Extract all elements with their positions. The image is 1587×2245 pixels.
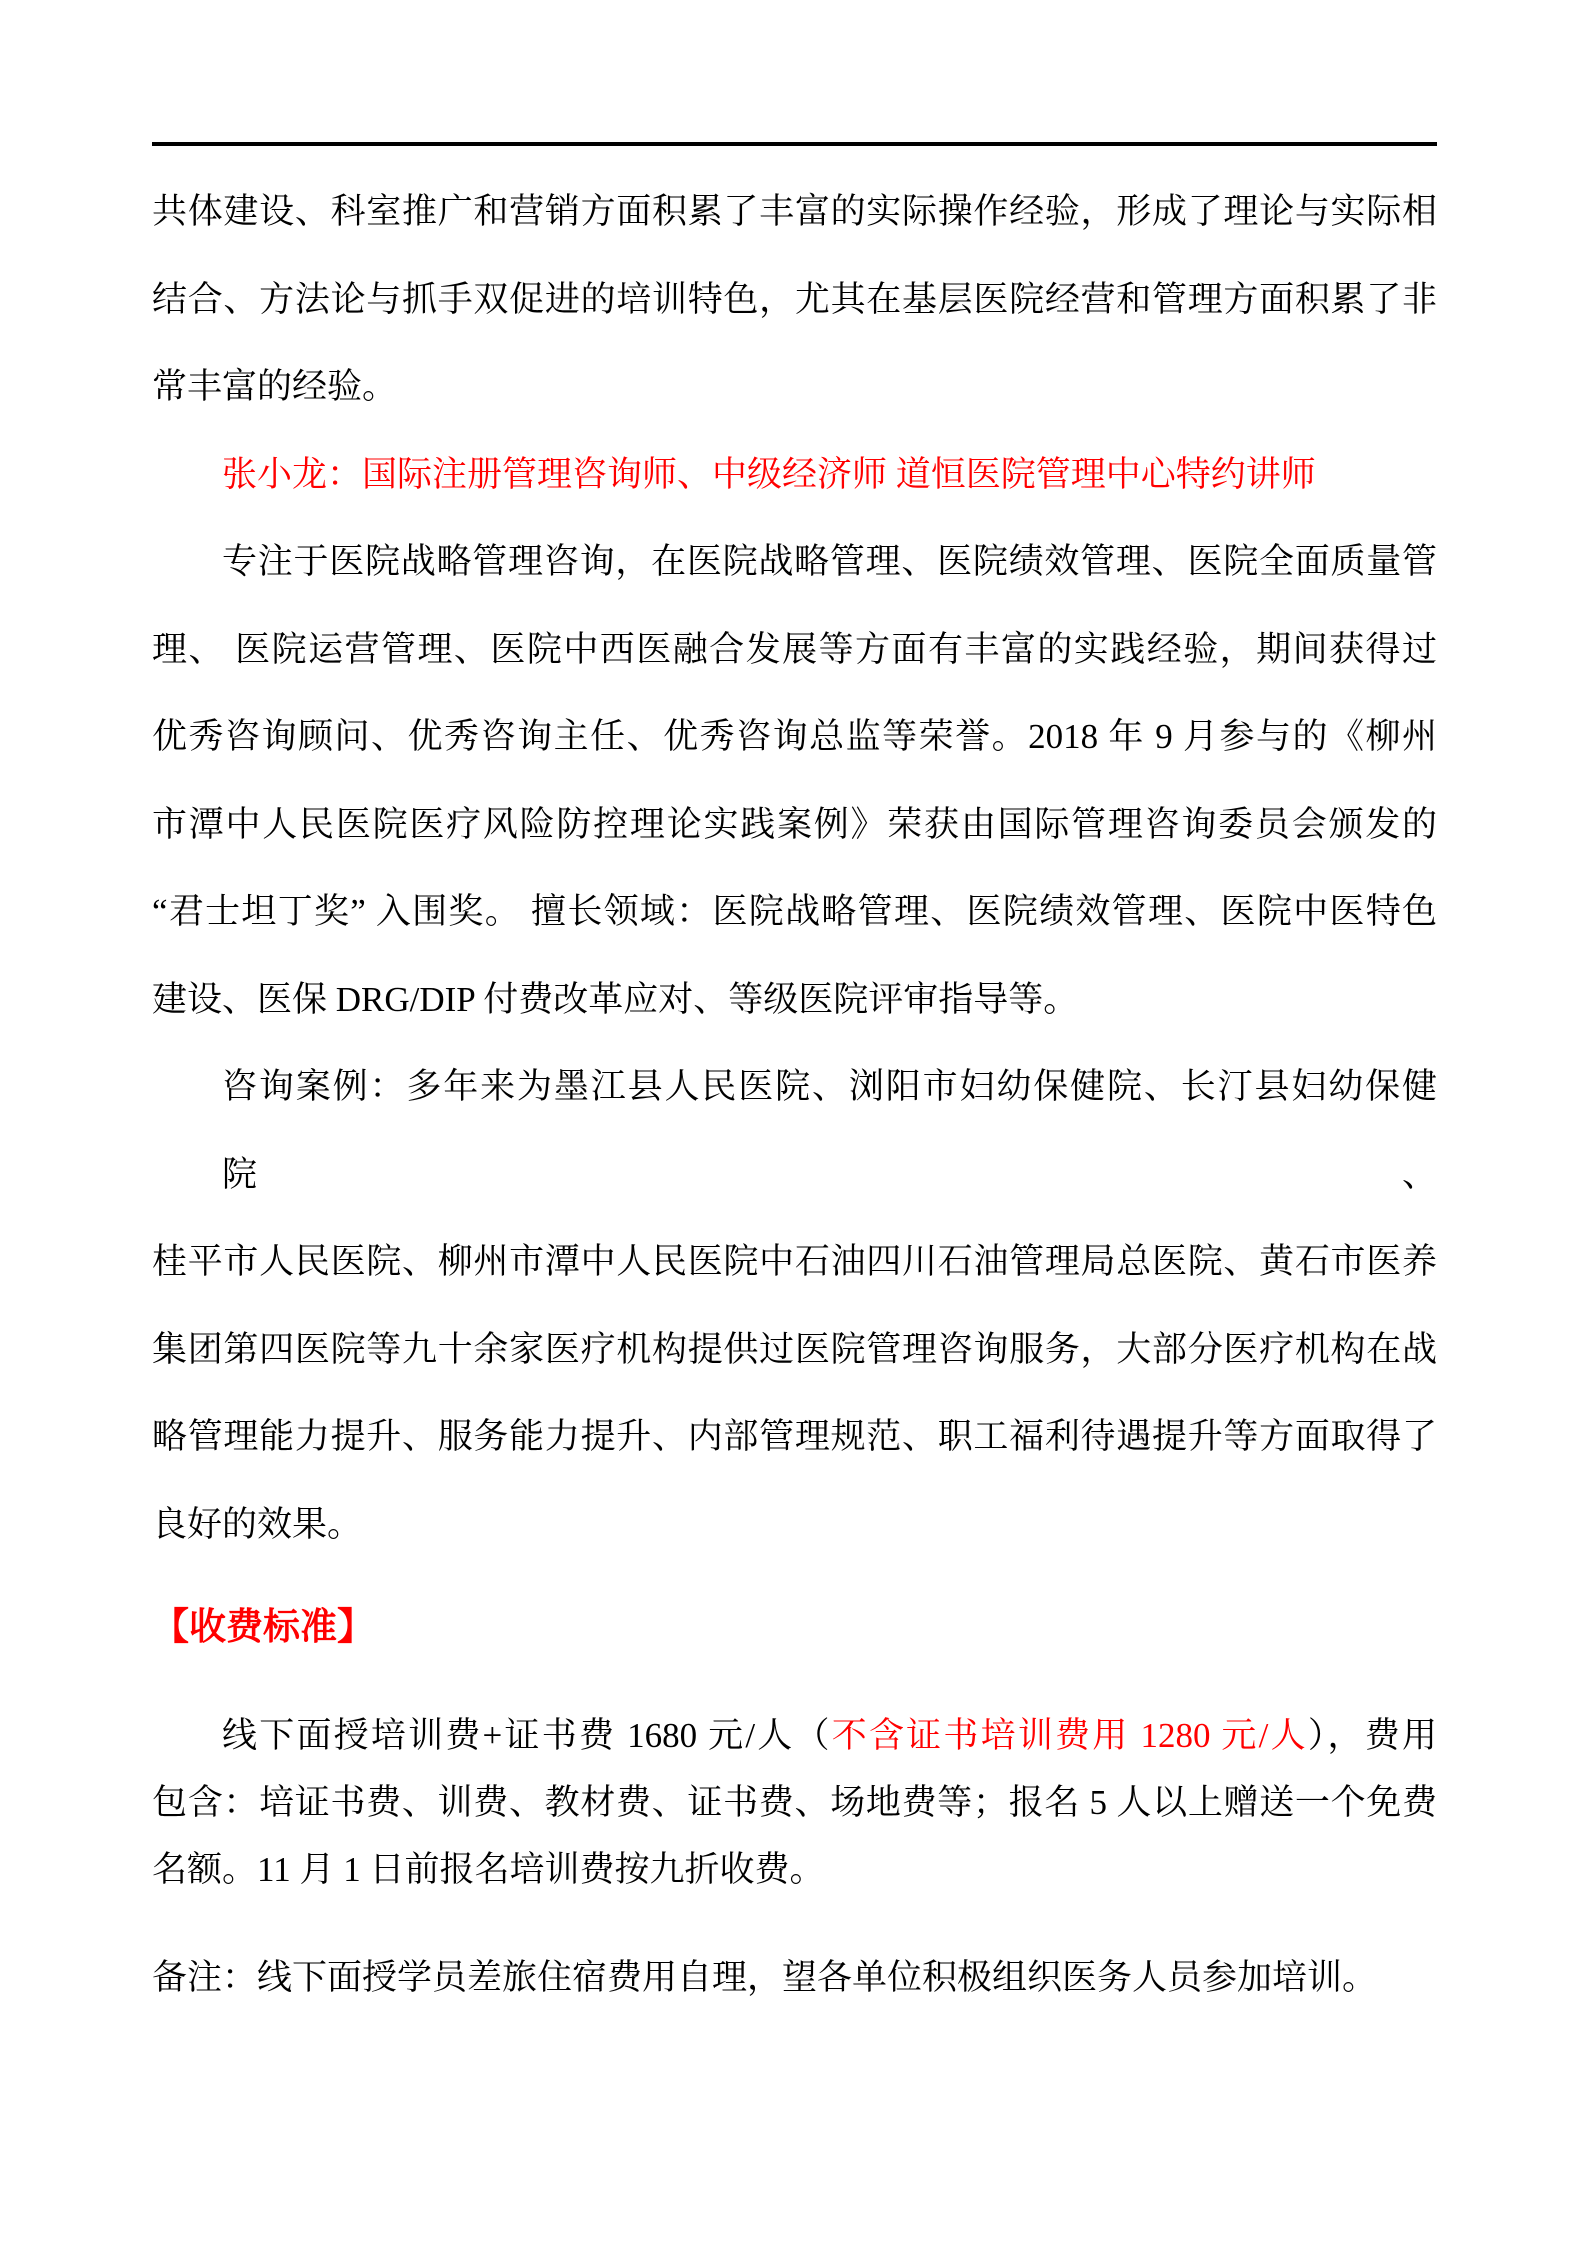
bio-line-3: 优秀咨询顾问、优秀咨询主任、优秀咨询总监等荣誉。2018 年 9 月参与的《柳州	[152, 717, 1437, 756]
fee-standard-heading: 【收费标准】	[152, 1606, 374, 1647]
fee-line-1-black-start: 线下面授培训费+证书费 1680 元/人（	[222, 1715, 832, 1755]
bio-line-5: “君士坦丁奖” 入围奖。 擅长领域：医院战略管理、医院绩效管理、医院中医特色	[152, 892, 1437, 931]
case-line-1: 咨询案例：多年来为墨江县人民医院、浏阳市妇幼保健院、长汀县妇幼保健院、	[222, 1067, 1437, 1194]
fee-line-1-red-note: 不含证书培训费用 1280 元/人	[831, 1715, 1308, 1755]
fee-paragraph	[152, 1702, 1437, 1903]
note-paragraph	[152, 1944, 1437, 2011]
intro-line-1: 共体建设、科室推广和营销方面积累了丰富的实际操作经验，形成了理论与实际相	[152, 192, 1437, 231]
fee-line-3: 名额。11 月 1 日前报名培训费按九折收费。	[152, 1849, 825, 1889]
fee-line-2: 包含：培证书费、训费、教材费、证书费、场地费等；报名 5 人以上赠送一个免费	[152, 1782, 1437, 1822]
case-line-2: 桂平市人民医院、柳州市潭中人民医院中石油四川石油管理局总医院、黄石市医养	[152, 1242, 1437, 1281]
bio-line-6: 建设、医保 DRG/DIP 付费改革应对、等级医院评审指导等。	[152, 979, 1079, 1019]
fee-line-1	[152, 1702, 1437, 1769]
bio-line-4: 市潭中人民医院医疗风险防控理论实践案例》荣获由国际管理咨询委员会颁发的	[152, 804, 1437, 844]
intro-line-2: 结合、方法论与抓手双促进的培训特色，尤其在基层医院经营和管理方面积累了非	[152, 279, 1437, 319]
fee-line-1-black-end: ），费用	[1307, 1715, 1437, 1755]
body-text-block	[152, 168, 1437, 1568]
note-line: 备注：线下面授学员差旅住宿费用自理，望各单位积极组织医务人员参加培训。	[152, 1957, 1378, 1997]
case-line-3: 集团第四医院等九十余家医疗机构提供过医院管理咨询服务，大部分医疗机构在战	[152, 1329, 1437, 1369]
speaker-title-line: 张小龙：国际注册管理咨询师、中级经济师 道恒医院管理中心特约讲师	[222, 454, 1316, 494]
page-content	[152, 142, 1437, 2011]
case-line-5: 良好的效果。	[152, 1504, 363, 1544]
header-divider	[152, 142, 1437, 146]
bio-line-1: 专注于医院战略管理咨询，在医院战略管理、医院绩效管理、医院全面质量管	[222, 542, 1437, 581]
bio-line-2: 理、 医院运营管理、医院中西医融合发展等方面有丰富的实践经验，期间获得过	[152, 629, 1437, 669]
intro-line-3: 常丰富的经验。	[152, 367, 398, 406]
case-line-4: 略管理能力提升、服务能力提升、内部管理规范、职工福利待遇提升等方面取得了	[152, 1417, 1437, 1456]
